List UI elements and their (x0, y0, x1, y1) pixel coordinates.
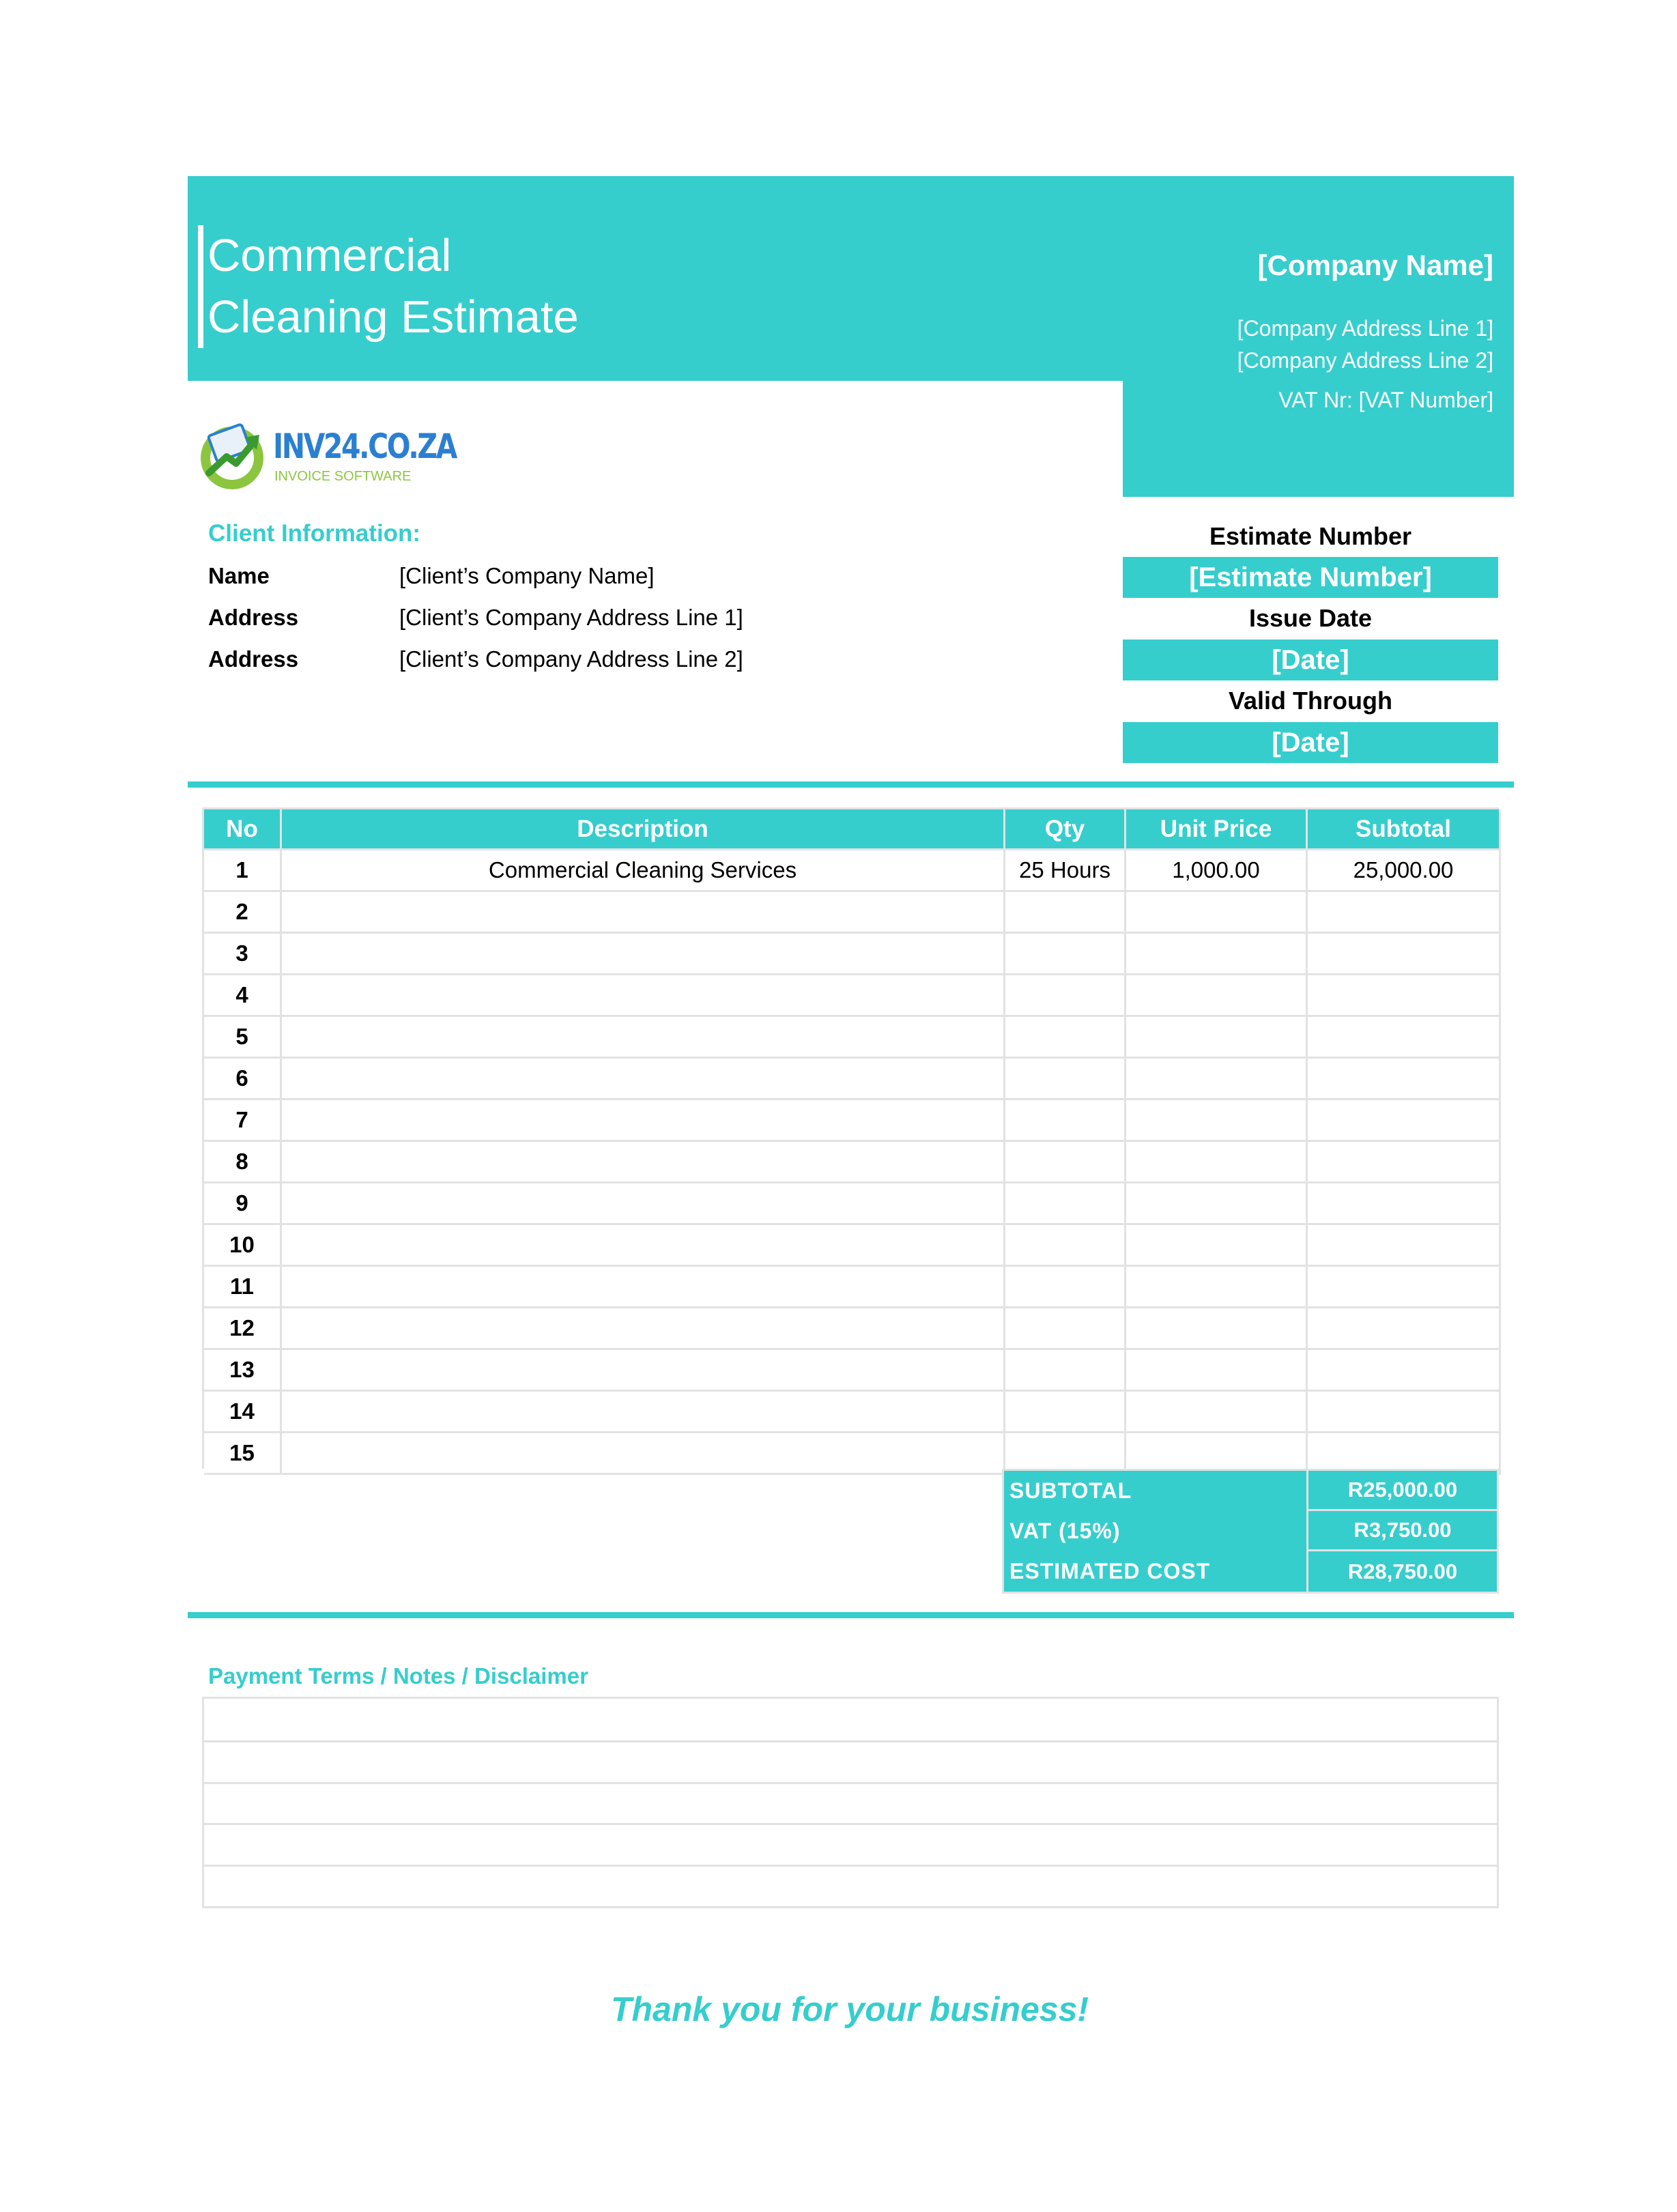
cell-qty (1005, 975, 1126, 1017)
cell-subtotal (1308, 1308, 1501, 1350)
table-row (204, 1100, 1499, 1142)
cell-description (282, 1350, 1005, 1392)
company-vat-number: VAT Nr: [VAT Number] (1278, 388, 1493, 412)
client-address-1-value: [Client’s Company Address Line 1] (399, 605, 743, 630)
cell-unit-price (1126, 1225, 1308, 1267)
cell-unit-price (1126, 1350, 1308, 1392)
cell-qty: 25 Hours (1005, 850, 1126, 892)
cell-unit-price: 1,000.00 (1126, 850, 1308, 892)
table-row (204, 1142, 1499, 1183)
cell-unit-price (1126, 1100, 1308, 1142)
subtotal-label: SUBTOTAL (1009, 1478, 1132, 1503)
header-description: Description (282, 809, 1005, 850)
cell-description (282, 1267, 1005, 1308)
notes-line (204, 1782, 1497, 1784)
valid-through-label: Valid Through (1229, 687, 1392, 715)
table-row (204, 1225, 1499, 1267)
issue-date-value: [Date] (1123, 640, 1498, 680)
cell-unit-price (1126, 1183, 1308, 1225)
table-row (204, 1183, 1499, 1225)
cell-qty (1005, 892, 1126, 934)
notes-line (204, 1740, 1497, 1742)
estimated-cost-label: ESTIMATED COST (1009, 1559, 1211, 1583)
valid-through-value: [Date] (1123, 722, 1498, 763)
items-table (202, 807, 1499, 1469)
cell-description (282, 1183, 1005, 1225)
title-line-2: Cleaning Estimate (207, 291, 579, 343)
cell-description (282, 975, 1005, 1017)
cell-description (282, 1392, 1005, 1433)
cell-no: 15 (204, 1433, 282, 1475)
cell-description (282, 1142, 1005, 1183)
divider-top (188, 781, 1514, 788)
client-address-1-label: Address (208, 605, 299, 630)
client-address-2-value: [Client’s Company Address Line 2] (399, 646, 743, 672)
cell-unit-price (1126, 1142, 1308, 1183)
estimate-number-label: Estimate Number (1209, 522, 1412, 550)
issue-date-label: Issue Date (1248, 604, 1373, 632)
cell-subtotal: 25,000.00 (1308, 850, 1501, 892)
vat-value: R3,750.00 (1306, 1511, 1497, 1551)
vat-label: VAT (15%) (1009, 1519, 1121, 1543)
cell-qty (1005, 1267, 1126, 1308)
cell-subtotal (1308, 975, 1501, 1017)
thank-you-message: Thank you for your business! (610, 1990, 1089, 2028)
cell-qty (1005, 1392, 1126, 1433)
cell-description (282, 1017, 1005, 1059)
cell-no: 2 (204, 892, 282, 934)
cell-subtotal (1308, 1059, 1501, 1100)
company-address-line-1: [Company Address Line 1] (1237, 316, 1493, 341)
divider-bottom (188, 1612, 1514, 1618)
table-row (204, 850, 1499, 892)
table-row (204, 1267, 1499, 1308)
table-row (204, 975, 1499, 1017)
cell-qty (1005, 1142, 1126, 1183)
cell-subtotal (1308, 934, 1501, 975)
logo-icon (197, 420, 268, 491)
cell-qty (1005, 1225, 1126, 1267)
cell-qty (1005, 1308, 1126, 1350)
company-address-line-2: [Company Address Line 2] (1237, 348, 1493, 373)
logo-subtext: INVOICE SOFTWARE (274, 469, 412, 484)
cell-no: 1 (204, 850, 282, 892)
header-subtotal: Subtotal (1308, 809, 1501, 850)
cell-unit-price (1126, 1308, 1308, 1350)
header-no: No (204, 809, 282, 850)
table-row (204, 1308, 1499, 1350)
notes-heading: Payment Terms / Notes / Disclaimer (208, 1663, 588, 1689)
cell-qty (1005, 1350, 1126, 1392)
cell-subtotal (1308, 1225, 1501, 1267)
subtotal-value: R25,000.00 (1306, 1471, 1497, 1511)
cell-subtotal (1308, 1100, 1501, 1142)
cell-qty (1005, 934, 1126, 975)
cell-description (282, 1433, 1005, 1475)
company-name: [Company Name] (1257, 249, 1493, 281)
cell-qty (1005, 1059, 1126, 1100)
header-qty: Qty (1005, 809, 1126, 850)
cell-description (282, 1308, 1005, 1350)
table-row (204, 1059, 1499, 1100)
cell-no: 4 (204, 975, 282, 1017)
cell-no: 5 (204, 1017, 282, 1059)
cell-description (282, 892, 1005, 934)
client-name-label: Name (208, 563, 270, 588)
table-row (204, 1017, 1499, 1059)
cell-unit-price (1126, 934, 1308, 975)
cell-no: 9 (204, 1183, 282, 1225)
cell-no: 10 (204, 1225, 282, 1267)
document-title (198, 225, 579, 348)
cell-description (282, 1225, 1005, 1267)
notes-box (202, 1697, 1499, 1908)
table-row (204, 934, 1499, 975)
cell-description (282, 1059, 1005, 1100)
company-info (1160, 249, 1493, 420)
cell-no: 14 (204, 1392, 282, 1433)
logo (197, 420, 456, 491)
cell-unit-price (1126, 1017, 1308, 1059)
logo-text: INV24.CO.ZA (273, 427, 456, 466)
notes-line (204, 1865, 1497, 1867)
client-info-list (208, 563, 1027, 686)
client-address-2-label: Address (208, 646, 299, 672)
cell-no: 13 (204, 1350, 282, 1392)
totals-block (1002, 1469, 1499, 1594)
title-line-1: Commercial (207, 230, 452, 281)
client-name-value: [Client’s Company Name] (399, 563, 655, 588)
cell-qty (1005, 1183, 1126, 1225)
table-row (204, 892, 1499, 934)
cell-subtotal (1308, 892, 1501, 934)
estimated-cost-value: R28,750.00 (1306, 1551, 1497, 1592)
cell-unit-price (1126, 1059, 1308, 1100)
notes-line (204, 1823, 1497, 1825)
header-unit-price: Unit Price (1126, 809, 1308, 850)
table-row (204, 1350, 1499, 1392)
cell-description: Commercial Cleaning Services (282, 850, 1005, 892)
cell-subtotal (1308, 1017, 1501, 1059)
cell-no: 7 (204, 1100, 282, 1142)
client-info-heading: Client Information: (208, 520, 421, 547)
cell-no: 11 (204, 1267, 282, 1308)
cell-no: 3 (204, 934, 282, 975)
cell-subtotal (1308, 1350, 1501, 1392)
cell-unit-price (1126, 1392, 1308, 1433)
cell-description (282, 934, 1005, 975)
cell-subtotal (1308, 1183, 1501, 1225)
cell-no: 6 (204, 1059, 282, 1100)
cell-unit-price (1126, 975, 1308, 1017)
cell-unit-price (1126, 1267, 1308, 1308)
cell-no: 12 (204, 1308, 282, 1350)
estimate-number-value: [Estimate Number] (1123, 557, 1498, 598)
table-row (204, 1392, 1499, 1433)
cell-unit-price (1126, 892, 1308, 934)
cell-description (282, 1100, 1005, 1142)
cell-subtotal (1308, 1392, 1501, 1433)
cell-no: 8 (204, 1142, 282, 1183)
cell-qty (1005, 1100, 1126, 1142)
cell-subtotal (1308, 1142, 1501, 1183)
cell-subtotal (1308, 1267, 1501, 1308)
cell-qty (1005, 1017, 1126, 1059)
